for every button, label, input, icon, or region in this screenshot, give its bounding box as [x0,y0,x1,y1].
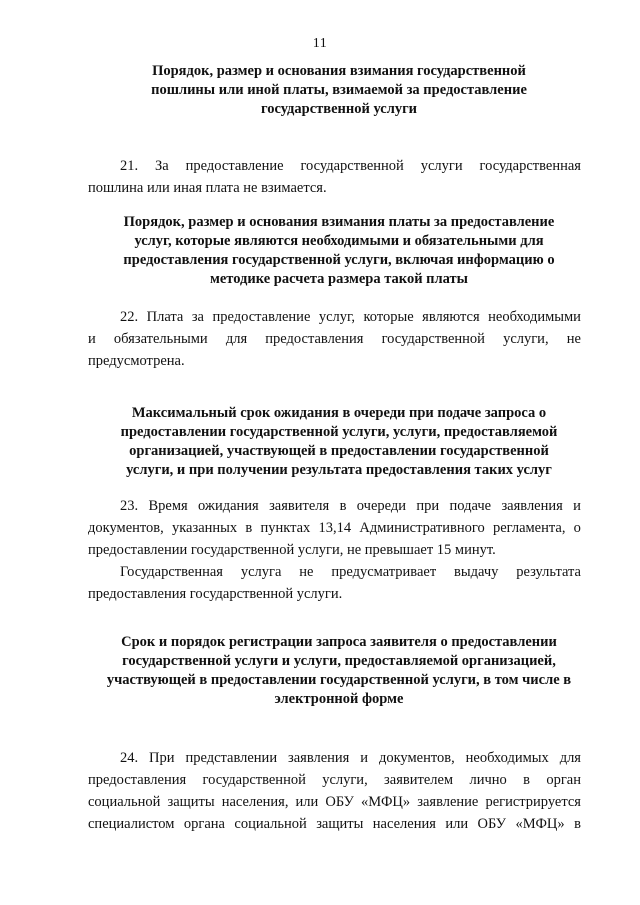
word: заявителя [269,498,330,514]
word: 23. [120,498,139,514]
word: социальной [88,794,161,810]
heading-line: Максимальный срок ожидания в очереди при подаче запроса о [131,405,547,421]
paragraph-line [88,769,581,791]
word: необходимых [465,750,549,766]
word: ОБУ [325,794,354,810]
word: государственная [479,158,581,174]
heading-line: методике расчета размера такой платы [209,271,468,287]
word: предоставления [265,331,364,347]
word: при [416,498,440,514]
paragraph-23 [88,495,581,561]
word: Государственная [120,564,223,580]
word: для [225,331,248,347]
heading-line: предоставления государственной услуги, включая информацию о [123,252,555,268]
heading-line: электронной форме [274,691,404,707]
word: очереди [356,498,407,514]
word: защиты [167,794,215,810]
paragraph-line [88,517,581,539]
section-heading-fee [84,62,594,119]
word: Время [148,498,188,514]
word: и [573,498,581,514]
heading-line: услуги, и при получении результата предоставления таких услуг [126,462,552,478]
word: ОБУ [477,816,507,832]
word: регламента, [492,520,566,536]
word: результата [516,564,581,580]
word: услуга [240,564,282,580]
paragraph-line [88,791,581,813]
heading-line: услуг, которые являются необходимыми и обязательными для [134,233,544,249]
paragraph-line: предусмотрена. [88,353,185,369]
heading-line: участвующей в предоставлении государственной услуги, в том числе в [106,672,572,688]
word: заявителем [384,772,454,788]
word: 24. [120,750,139,766]
word: услуг, [318,309,355,325]
word: услуги [420,158,463,174]
word: предоставление [212,309,311,325]
word: населения [372,816,436,832]
word: 21. [120,158,139,174]
word: регистрируется [485,794,581,810]
word: в [574,816,581,832]
word: указанных [171,520,238,536]
heading-line: предоставлении государственной услуги, услуги, предоставляемой [120,424,558,440]
word: орган [546,772,581,788]
word: государственной [300,158,404,174]
word: государственной [381,331,485,347]
word: для [559,750,581,766]
heading-line: организацией, участвующей в предоставлении государственной [129,443,549,459]
word: услуги, [503,331,549,347]
paragraph-24 [88,747,581,835]
paragraph-line: предоставления государственной услуги. [88,586,343,602]
word: защиты [316,816,364,832]
heading-line: Порядок, размер и основания взимания государственной [152,63,526,79]
paragraph-21 [88,155,581,199]
word: или [445,816,469,832]
word: и [360,750,369,766]
word: услуги, [322,772,368,788]
word: предоставления [88,772,187,788]
word: социальной [234,816,307,832]
word: или [295,794,319,810]
word: за [191,309,204,325]
word: «МФЦ» [515,816,565,832]
heading-line: Порядок, размер и основания взимания платы за предоставление [123,214,555,230]
word: выдачу [454,564,499,580]
word: не [299,564,314,580]
paragraph-line: предоставлении государственной услуги, не превышает 15 минут. [88,542,496,558]
word: в [245,520,253,536]
word: и [88,331,96,347]
word: в [339,498,347,514]
paragraph-line [88,747,581,769]
page-number: 11 [312,36,328,51]
paragraph-23-result [88,561,581,605]
word: являются [422,309,480,325]
word: органа [183,816,225,832]
word: 13,14 [318,520,352,536]
word: подаче [449,498,492,514]
word: лично [469,772,507,788]
word: в [523,772,530,788]
heading-line: государственной услуги [260,101,418,117]
word: специалистом [88,816,175,832]
word: При [149,750,175,766]
word: предоставление [185,158,284,174]
section-heading-paid-services [84,213,594,289]
heading-line: государственной услуги и услуги, предоставляемой организацией, [122,653,556,669]
word: документов, [378,750,455,766]
paragraph-22 [88,306,581,372]
word: заявление [417,794,479,810]
word: представлении [185,750,278,766]
paragraph-line [88,495,581,517]
word: «МФЦ» [361,794,411,810]
word: государственной [202,772,306,788]
word: необходимыми [488,309,581,325]
word: обязательными [113,331,208,347]
word: пунктах [260,520,311,536]
paragraph-line: пошлина или иная плата не взимается. [88,180,327,196]
word: заявления [501,498,563,514]
word: ожидания [198,498,259,514]
paragraph-line [88,155,581,177]
word: документов, [88,520,164,536]
section-heading-registration [84,633,594,709]
paragraph-line [88,306,581,328]
word: За [155,158,169,174]
word: не [566,331,581,347]
heading-line: пошлины или иной платы, взимаемой за предоставление [151,82,527,98]
paragraph-line [88,328,581,350]
word: о [573,520,581,536]
word: 22. [120,309,139,325]
word: предусматривает [331,564,437,580]
word: Плата [146,309,184,325]
paragraph-line [88,561,581,583]
word: населения, [221,794,289,810]
word: которые [363,309,414,325]
word: заявления [288,750,350,766]
section-heading-waiting-time [84,404,594,480]
heading-line: Срок и порядок регистрации запроса заявителя о предоставлении [121,634,557,650]
word: Административного [359,520,485,536]
paragraph-line [88,813,581,835]
